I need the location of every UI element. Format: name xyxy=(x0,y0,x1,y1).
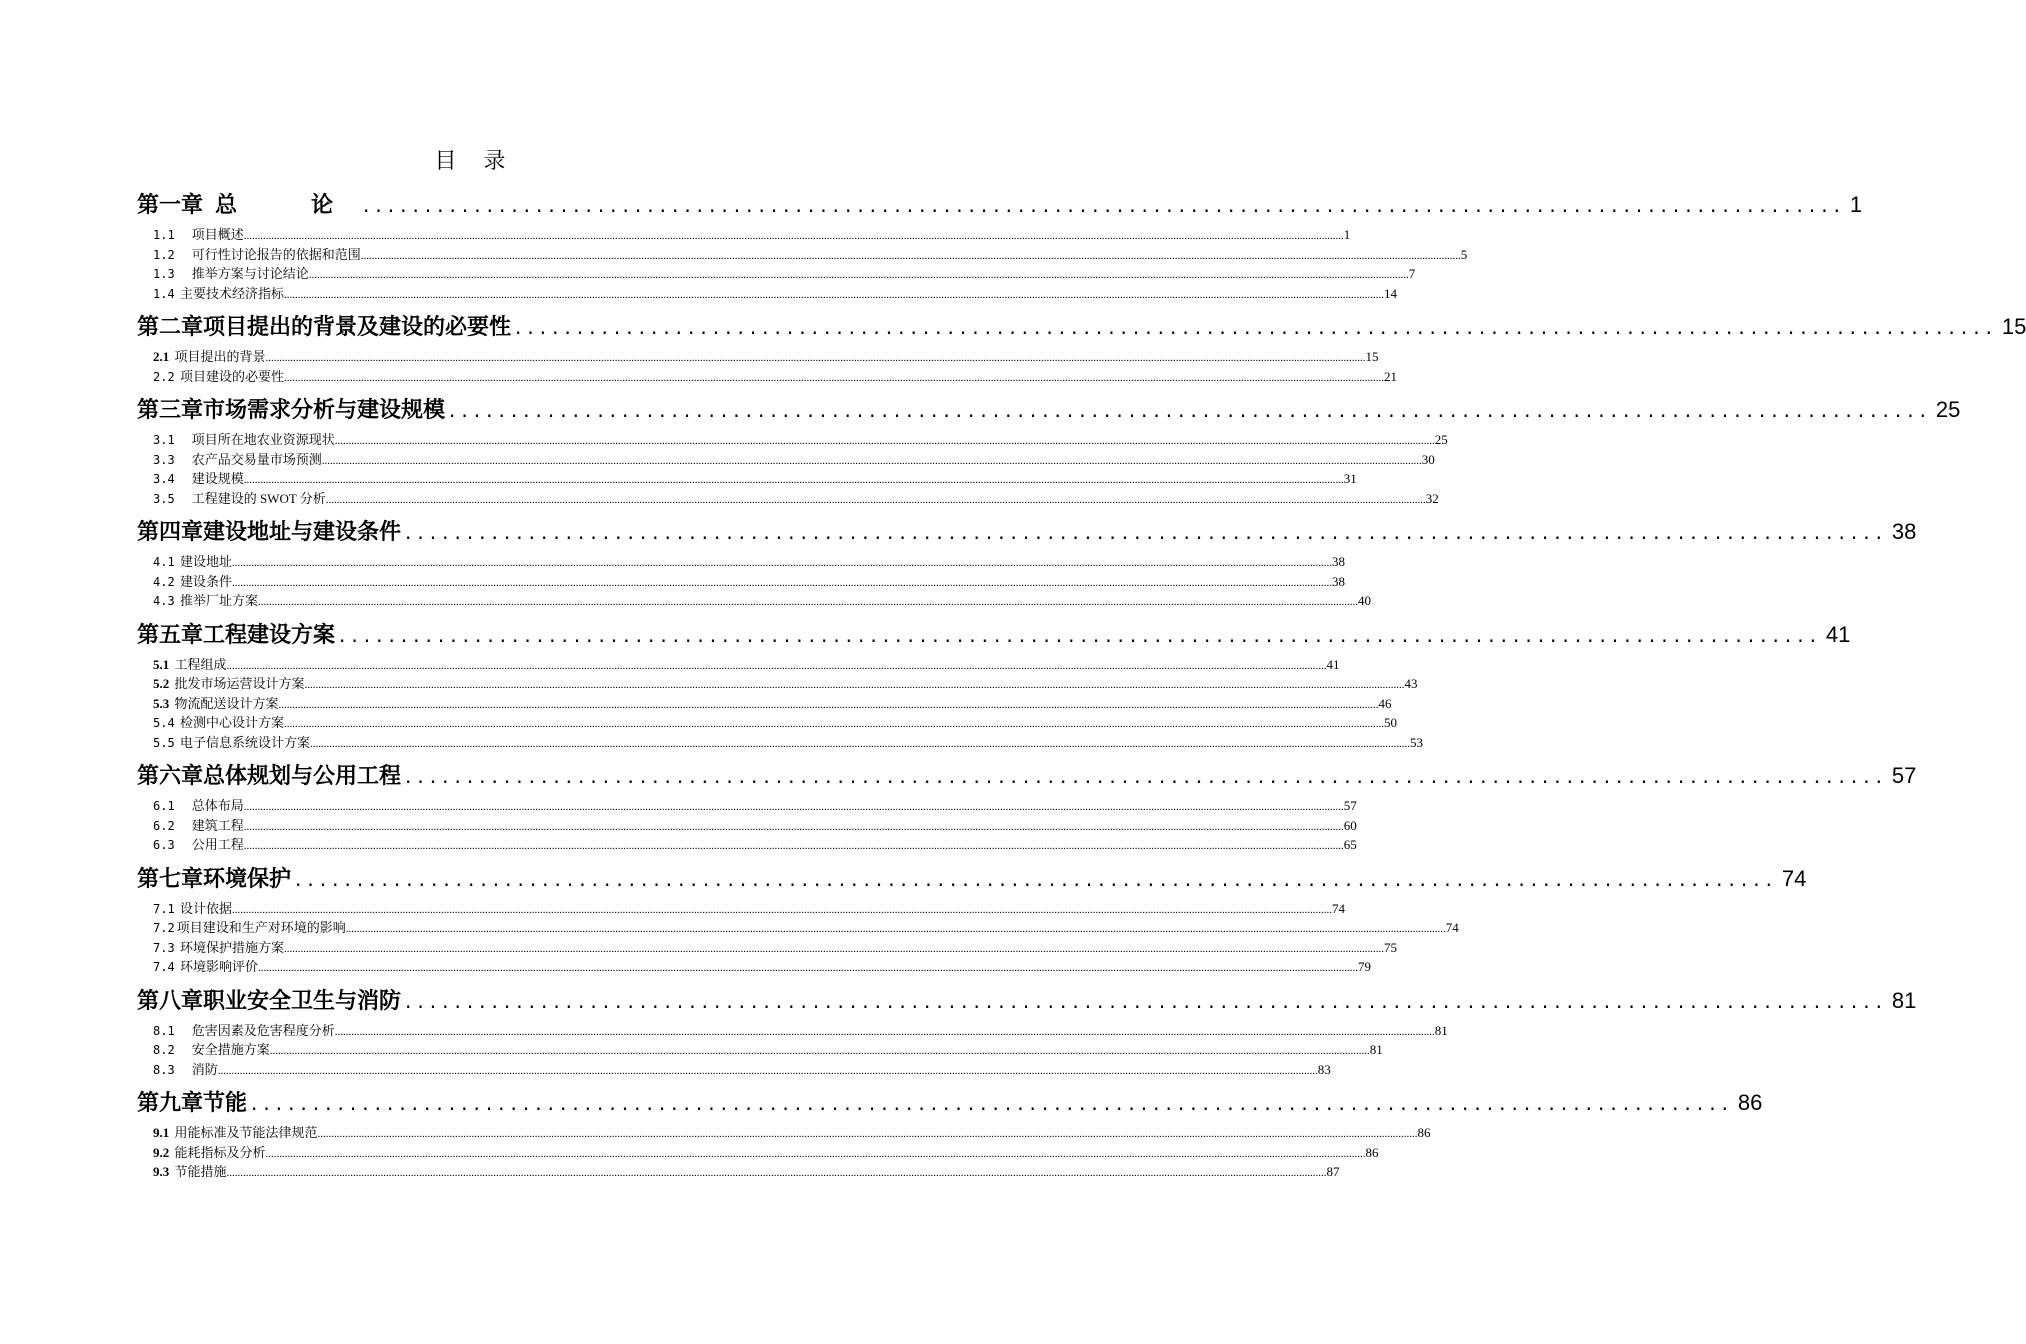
chapter-page-number: 81 xyxy=(1891,987,1917,1013)
section-title: 能耗指标及分析 xyxy=(171,1144,266,1160)
section-page-number: 86 xyxy=(1365,1144,1379,1160)
dot-leader: ................................................................................................................................................................................................................................................................................................................................................................................................................ xyxy=(231,903,1332,916)
section-label xyxy=(153,590,258,609)
section-page-number: 30 xyxy=(1421,451,1435,467)
section-label xyxy=(153,815,244,834)
section-page-number: 5 xyxy=(1460,246,1468,262)
dot-leader: ........................................................................................................................ xyxy=(339,622,1822,647)
section-number: 6.3 xyxy=(153,838,175,852)
section-page-number: 31 xyxy=(1343,471,1357,486)
dot-leader: ................................................................................................................................................................................................................................................................................................................................................................................................................ xyxy=(345,923,1446,935)
toc-section-row[interactable] xyxy=(137,654,1340,674)
toc-section-row[interactable] xyxy=(137,468,1357,488)
section-number: 9.3 xyxy=(153,1164,170,1179)
chapter-title: 工程建设方案 xyxy=(203,622,336,648)
section-page-number: 38 xyxy=(1331,573,1345,589)
dot-leader: ................................................................................................................................................................................................................................................................................................................................................................................................................ xyxy=(334,435,1435,447)
section-number: 5.2 xyxy=(153,676,170,691)
section-number: 7.1 xyxy=(153,901,175,916)
section-page-number: 57 xyxy=(1343,798,1357,813)
section-label xyxy=(153,732,310,751)
section-label xyxy=(153,693,279,712)
section-label xyxy=(153,571,232,590)
section-page-number: 53 xyxy=(1409,734,1423,750)
section-number: 7.4 xyxy=(153,960,175,974)
section-number: 3.3 xyxy=(153,452,175,467)
section-title: 用能标准及节能法律规范 xyxy=(171,1125,318,1140)
toc-section-row[interactable] xyxy=(137,346,1379,366)
section-page-number: 86 xyxy=(1417,1125,1431,1140)
dot-leader: ................................................................................................................................................................................................................................................................................................................................................................................................................ xyxy=(243,474,1344,486)
section-number: 2.2 xyxy=(153,369,175,384)
toc-section-row[interactable] xyxy=(137,263,1416,283)
section-number: 4.2 xyxy=(153,574,175,589)
section-page-number: 60 xyxy=(1343,817,1357,833)
dot-leader: ........................................................................................................................ xyxy=(405,988,1888,1013)
chapter-title: 市场需求分析与建设规模 xyxy=(203,398,446,423)
toc-section-row[interactable] xyxy=(137,429,1448,449)
toc-section-row[interactable] xyxy=(137,937,1397,957)
toc-section-row[interactable] xyxy=(137,1059,1331,1079)
chapter-page-number: 57 xyxy=(1891,763,1917,788)
section-number: 1.1 xyxy=(153,228,175,242)
dot-leader: ................................................................................................................................................................................................................................................................................................................................................................................................................ xyxy=(283,942,1384,955)
toc-chapter-row[interactable] xyxy=(137,618,1851,654)
section-title: 主要技术经济指标 xyxy=(176,285,284,301)
section-page-number: 32 xyxy=(1425,490,1439,506)
section-title: 检测中心设计方案 xyxy=(176,715,284,730)
section-label xyxy=(153,898,232,917)
dot-leader: ................................................................................................................................................................................................................................................................................................................................................................................................................ xyxy=(243,801,1344,813)
section-label xyxy=(153,1039,270,1058)
section-number: 4.1 xyxy=(153,555,175,569)
section-title: 设计依据 xyxy=(176,900,232,916)
chapter-title: 总体规划与公用工程 xyxy=(203,764,402,789)
section-number: 8.1 xyxy=(153,1023,175,1038)
dot-leader: ................................................................................................................................................................................................................................................................................................................................................................................................................ xyxy=(325,493,1426,506)
section-title: 项目所在地农业资源现状 xyxy=(178,432,335,447)
toc-section-row[interactable] xyxy=(137,224,1351,244)
section-page-number: 79 xyxy=(1357,959,1371,974)
dot-leader: ................................................................................................................................................................................................................................................................................................................................................................................................................ xyxy=(283,371,1384,384)
section-page-number: 74 xyxy=(1331,900,1345,916)
section-title: 危害因素及危害程度分析 xyxy=(178,1022,335,1038)
chapter-number: 第六章 xyxy=(137,764,204,789)
chapter-number: 第一章 xyxy=(137,193,204,218)
section-title: 工程组成 xyxy=(171,656,227,672)
toc-section-row[interactable] xyxy=(137,898,1345,918)
section-title: 推举厂址方案 xyxy=(176,593,258,608)
section-number: 4.3 xyxy=(153,594,175,608)
section-page-number: 81 xyxy=(1434,1022,1448,1038)
toc-section-row[interactable] xyxy=(137,732,1423,752)
section-title: 消防 xyxy=(178,1061,218,1077)
section-title: 环境保护措施方案 xyxy=(176,939,284,955)
section-label xyxy=(153,834,244,853)
section-label xyxy=(153,937,284,956)
section-page-number: 21 xyxy=(1383,368,1397,384)
section-number: 6.2 xyxy=(153,818,175,833)
section-label xyxy=(153,712,284,731)
section-title: 项目建设和生产对环境的影响 xyxy=(176,920,346,935)
section-page-number: 81 xyxy=(1369,1042,1383,1057)
section-title: 建设地址 xyxy=(176,554,232,569)
toc-section-row[interactable] xyxy=(137,712,1397,732)
dot-leader: ................................................................................................................................................................................................................................................................................................................................................................................................................ xyxy=(265,352,1366,364)
section-label xyxy=(153,1059,218,1078)
section-page-number: 25 xyxy=(1434,432,1448,447)
section-title: 公用工程 xyxy=(178,837,244,852)
chapter-page-number: 86 xyxy=(1737,1090,1763,1115)
section-title: 批发市场运营设计方案 xyxy=(171,676,305,691)
section-title: 安全措施方案 xyxy=(178,1042,270,1057)
section-page-number: 46 xyxy=(1378,695,1392,711)
section-number: 3.5 xyxy=(153,491,175,506)
chapter-number: 第四章 xyxy=(137,520,204,545)
dot-leader: ........................................................................................................................ xyxy=(405,520,1888,544)
dot-leader: ................................................................................................................................................................................................................................................................................................................................................................................................................ xyxy=(334,1025,1435,1038)
dot-leader: ................................................................................................................................................................................................................................................................................................................................................................................................................ xyxy=(243,820,1344,833)
section-page-number: 43 xyxy=(1404,676,1418,691)
chapter-page-number: 38 xyxy=(1891,519,1917,544)
section-number: 9.1 xyxy=(153,1125,170,1140)
chapter-page-number: 74 xyxy=(1781,865,1807,891)
section-number: 5.5 xyxy=(153,735,175,750)
section-page-number: 15 xyxy=(1365,349,1379,364)
chapter-number: 第八章 xyxy=(137,988,204,1014)
toc-chapter-row[interactable] xyxy=(137,862,1807,898)
dot-leader: ........................................................................................................................ xyxy=(295,866,1778,891)
section-label xyxy=(153,366,284,385)
section-title: 推举方案与讨论结论 xyxy=(178,266,309,281)
dot-leader: ................................................................................................................................................................................................................................................................................................................................................................................................................ xyxy=(269,1045,1370,1057)
section-label xyxy=(153,1020,335,1039)
section-number: 9.2 xyxy=(153,1144,170,1160)
chapter-page-number: 1 xyxy=(1849,192,1863,217)
dot-leader: ................................................................................................................................................................................................................................................................................................................................................................................................................ xyxy=(217,1064,1318,1077)
dot-leader: ................................................................................................................................................................................................................................................................................................................................................................................................................ xyxy=(226,1167,1327,1179)
dot-leader: ........................................................................................................................ xyxy=(405,764,1888,788)
section-title: 工程建设的 SWOT 分析 xyxy=(178,490,326,506)
section-label xyxy=(153,429,335,448)
section-title: 电子信息系统设计方案 xyxy=(176,734,310,750)
section-number: 5.3 xyxy=(153,695,170,711)
dot-leader: ........................................................................................................................ xyxy=(251,1091,1734,1115)
section-number: 7.2 xyxy=(153,921,175,935)
toc-chapter-row[interactable] xyxy=(137,759,1917,795)
section-number: 8.2 xyxy=(153,1043,175,1057)
toc-chapter-row[interactable] xyxy=(137,1086,1763,1122)
toc-section-row[interactable] xyxy=(137,283,1397,303)
section-label xyxy=(153,449,322,468)
section-number: 1.2 xyxy=(153,247,175,262)
section-page-number: 75 xyxy=(1383,939,1397,955)
toc-chapter-row[interactable] xyxy=(137,310,2026,346)
section-page-number: 74 xyxy=(1445,920,1459,935)
section-label xyxy=(153,551,232,570)
chapter-page-number: 41 xyxy=(1825,621,1851,647)
chapter-number: 第二章 xyxy=(137,315,204,340)
toc-section-row[interactable] xyxy=(137,1039,1383,1059)
section-label xyxy=(153,1161,227,1180)
section-page-number: 40 xyxy=(1357,593,1371,608)
section-label xyxy=(153,654,227,673)
toc-section-row[interactable] xyxy=(137,551,1345,571)
section-label xyxy=(153,488,326,507)
toc-section-row[interactable] xyxy=(137,917,1459,937)
chapter-title: 节能 xyxy=(203,1091,248,1116)
section-label xyxy=(153,263,309,282)
dot-leader: ................................................................................................................................................................................................................................................................................................................................................................................................................ xyxy=(283,288,1384,301)
section-label xyxy=(153,1122,318,1141)
section-page-number: 50 xyxy=(1383,715,1397,730)
dot-leader: ................................................................................................................................................................................................................................................................................................................................................................................................................ xyxy=(231,557,1332,569)
section-page-number: 38 xyxy=(1331,554,1345,569)
section-page-number: 14 xyxy=(1383,285,1397,301)
section-number: 2.1 xyxy=(153,349,170,364)
chapter-title: 职业安全卫生与消防 xyxy=(203,988,402,1014)
toc-section-row[interactable] xyxy=(137,956,1371,976)
dot-leader: ................................................................................................................................................................................................................................................................................................................................................................................................................ xyxy=(317,1128,1418,1140)
section-page-number: 41 xyxy=(1326,656,1340,672)
section-label xyxy=(153,346,266,365)
dot-leader: ................................................................................................................................................................................................................................................................................................................................................................................................................ xyxy=(243,840,1344,852)
section-page-number: 65 xyxy=(1343,837,1357,852)
toc-section-row[interactable] xyxy=(137,571,1345,591)
dot-leader: ................................................................................................................................................................................................................................................................................................................................................................................................................ xyxy=(257,962,1358,974)
section-number: 8.3 xyxy=(153,1062,175,1077)
chapter-number: 第五章 xyxy=(137,622,204,648)
dot-leader: ................................................................................................................................................................................................................................................................................................................................................................................................................ xyxy=(309,737,1410,750)
section-number: 1.3 xyxy=(153,267,175,281)
toc-section-row[interactable] xyxy=(137,1020,1448,1040)
section-title: 建设规模 xyxy=(178,471,244,486)
section-label xyxy=(153,283,284,302)
section-number: 5.4 xyxy=(153,716,175,730)
dot-leader: ........................................................................................................................ xyxy=(449,398,1932,422)
section-number: 3.1 xyxy=(153,433,175,447)
section-number: 3.4 xyxy=(153,472,175,486)
section-label xyxy=(153,224,244,243)
section-label xyxy=(153,795,244,814)
toc-section-row[interactable] xyxy=(137,449,1435,469)
section-title: 环境影响评价 xyxy=(176,959,258,974)
dot-leader: ................................................................................................................................................................................................................................................................................................................................................................................................................ xyxy=(265,1147,1366,1160)
section-title: 项目提出的背景 xyxy=(171,349,266,364)
dot-leader: ................................................................................................................................................................................................................................................................................................................................................................................................................ xyxy=(321,454,1422,467)
section-label xyxy=(153,956,258,975)
dot-leader: ................................................................................................................................................................................................................................................................................................................................................................................................................ xyxy=(283,718,1384,730)
section-label xyxy=(153,917,346,936)
section-label xyxy=(153,468,244,487)
toc-section-row[interactable] xyxy=(137,1161,1340,1181)
toc-section-row[interactable] xyxy=(137,1122,1431,1142)
section-title: 农产品交易量市场预测 xyxy=(178,451,322,467)
dot-leader: ................................................................................................................................................................................................................................................................................................................................................................................................................ xyxy=(243,230,1344,242)
chapter-title: 总 论 xyxy=(215,193,360,218)
dot-leader: ................................................................................................................................................................................................................................................................................................................................................................................................................ xyxy=(257,596,1358,608)
toc-section-row[interactable] xyxy=(137,366,1397,386)
toc-section-row[interactable] xyxy=(137,834,1357,854)
section-page-number: 1 xyxy=(1343,227,1351,242)
section-title: 建设条件 xyxy=(176,573,232,589)
dot-leader: ................................................................................................................................................................................................................................................................................................................................................................................................................ xyxy=(231,576,1332,589)
toc-section-row[interactable] xyxy=(137,815,1357,835)
section-number: 5.1 xyxy=(153,656,170,672)
toc-section-row[interactable] xyxy=(137,1142,1379,1162)
chapter-page-number: 15 xyxy=(2001,314,2026,339)
dot-leader: ................................................................................................................................................................................................................................................................................................................................................................................................................ xyxy=(360,249,1461,262)
section-title: 可行性讨论报告的依据和范围 xyxy=(178,246,361,262)
section-page-number: 87 xyxy=(1326,1164,1340,1179)
chapter-number: 第三章 xyxy=(137,398,204,423)
dot-leader: ........................................................................................................................ xyxy=(363,193,1846,217)
section-number: 7.3 xyxy=(153,940,175,955)
chapter-title: 建设地址与建设条件 xyxy=(203,520,402,545)
toc-chapter-row[interactable] xyxy=(137,515,1917,551)
chapter-title: 环境保护 xyxy=(203,866,292,892)
toc-chapter-row[interactable] xyxy=(137,188,1863,224)
section-title: 总体布局 xyxy=(178,798,244,813)
toc-section-row[interactable] xyxy=(137,693,1392,713)
page-title: 目 录 xyxy=(434,149,516,174)
dot-leader: ........................................................................................................................ xyxy=(515,315,1998,339)
chapter-page-number: 25 xyxy=(1935,397,1961,422)
toc-section-row[interactable] xyxy=(137,244,1468,264)
toc-section-row[interactable] xyxy=(137,795,1357,815)
chapter-number: 第九章 xyxy=(137,1091,204,1116)
section-label xyxy=(153,244,361,263)
toc-section-row[interactable] xyxy=(137,590,1371,610)
section-title: 物流配送设计方案 xyxy=(171,695,279,711)
dot-leader: ................................................................................................................................................................................................................................................................................................................................................................................................................ xyxy=(278,698,1379,711)
section-page-number: 7 xyxy=(1408,266,1416,281)
section-title: 建筑工程 xyxy=(178,817,244,833)
section-title: 项目建设的必要性 xyxy=(176,368,284,384)
toc-section-row[interactable] xyxy=(137,673,1418,693)
dot-leader: ................................................................................................................................................................................................................................................................................................................................................................................................................ xyxy=(304,679,1405,691)
section-title: 项目概述 xyxy=(178,227,244,242)
table-of-contents xyxy=(137,188,2026,1181)
section-label xyxy=(153,1142,266,1161)
section-number: 6.1 xyxy=(153,799,175,813)
section-label xyxy=(153,673,305,692)
chapter-number: 第七章 xyxy=(137,866,204,892)
dot-leader: ................................................................................................................................................................................................................................................................................................................................................................................................................ xyxy=(226,659,1327,672)
toc-chapter-row[interactable] xyxy=(137,393,1961,429)
section-number: 1.4 xyxy=(153,286,175,301)
dot-leader: ................................................................................................................................................................................................................................................................................................................................................................................................................ xyxy=(308,269,1409,281)
section-title: 节能措施 xyxy=(171,1164,227,1179)
section-page-number: 83 xyxy=(1317,1061,1331,1077)
toc-section-row[interactable] xyxy=(137,488,1439,508)
chapter-title: 项目提出的背景及建设的必要性 xyxy=(203,315,512,340)
toc-chapter-row[interactable] xyxy=(137,984,1917,1020)
